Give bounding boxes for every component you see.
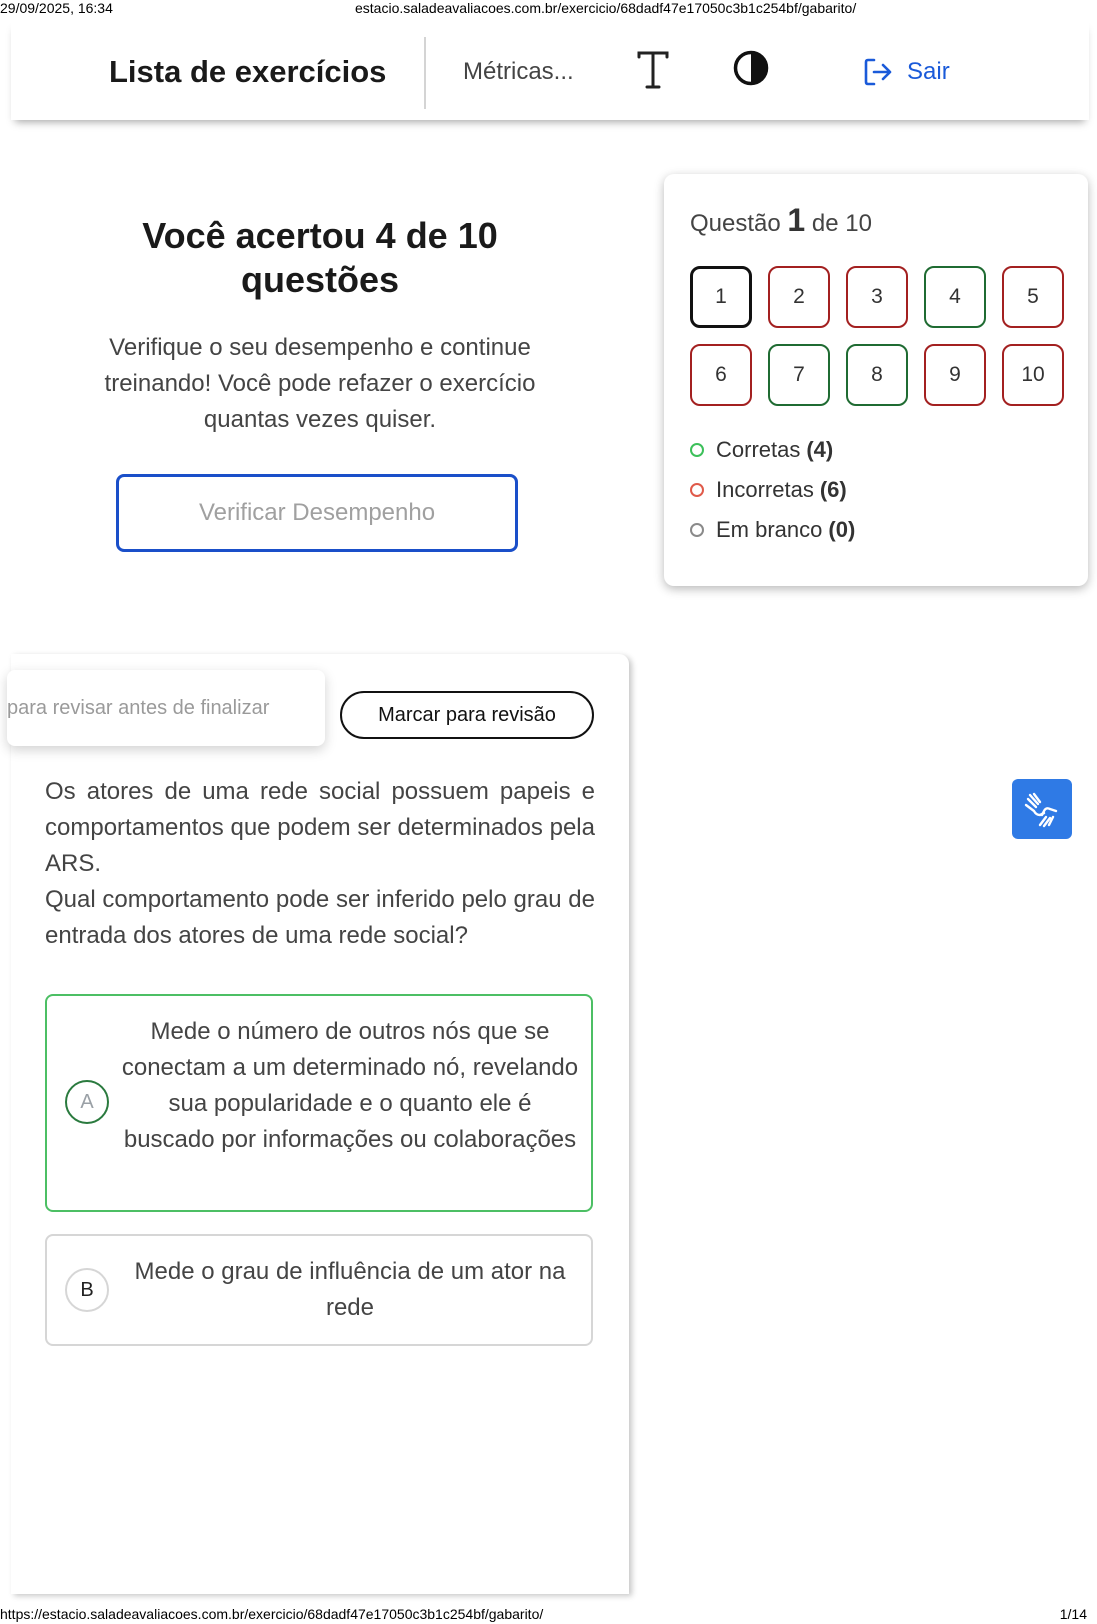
option-letter: B: [65, 1268, 109, 1312]
question-navigator: [664, 174, 1088, 586]
verify-performance-button[interactable]: Verificar Desempenho: [116, 474, 518, 552]
result-title: Você acertou 4 de 10 questões: [142, 215, 498, 300]
legend-correct: [690, 430, 855, 470]
legend-incorrect: [690, 470, 855, 510]
appbar-divider: [424, 37, 426, 109]
page-title: Lista de exercícios: [109, 54, 387, 89]
legend-count: (6): [819, 477, 847, 502]
result-description: Verifique o seu desempenho e continue treinando! Você pode refazer o exercício quantas vezes quiser.: [104, 334, 536, 433]
app-bar: [11, 20, 1089, 120]
question-button[interactable]: 6: [690, 344, 752, 406]
question-button[interactable]: 5: [1002, 266, 1064, 328]
option-text: Mede o grau de influência de um ator na rede: [134, 1258, 566, 1321]
question-button[interactable]: 7: [768, 344, 830, 406]
font-size-icon[interactable]: [635, 50, 671, 90]
logout-label: Sair: [907, 58, 950, 85]
review-tooltip: para revisar antes de finalizar: [7, 670, 325, 746]
question-button[interactable]: 1: [690, 266, 752, 328]
navigator-suffix: de 10: [811, 210, 872, 237]
navigator-prefix: Questão: [690, 210, 781, 237]
logout-button[interactable]: [863, 54, 950, 90]
question-button[interactable]: 10: [1002, 344, 1064, 406]
option-letter: A: [65, 1080, 109, 1124]
question-button[interactable]: 4: [924, 266, 986, 328]
metrics-link[interactable]: Métricas...: [463, 58, 574, 85]
question-button[interactable]: 8: [846, 344, 908, 406]
option-text: Mede o número de outros nós que se conectam a um determinado nó, revelando sua popularidade e o quanto ele é buscado por informações ou colaborações: [121, 1018, 579, 1153]
print-datetime: 29/09/2025, 16:34: [0, 0, 113, 16]
question-paragraph: Os atores de uma rede social possuem papeis e comportamentos que podem ser determinados pela ARS.: [45, 778, 595, 877]
question-button[interactable]: 3: [846, 266, 908, 328]
legend-count: (4): [806, 437, 834, 462]
logout-icon: [863, 57, 893, 87]
question-paragraph: Qual comportamento pode ser inferido pelo grau de entrada dos atores de uma rede social?: [45, 886, 595, 949]
answer-option-b[interactable]: [45, 1234, 593, 1346]
mark-for-review-button[interactable]: Marcar para revisão: [340, 691, 594, 739]
sign-language-hands-icon: [1022, 789, 1062, 829]
status-legend: [690, 430, 855, 550]
blank-dot-icon: [690, 523, 704, 537]
print-header-url: estacio.saladeavaliacoes.com.br/exercicio/68dadf47e17050c3b1c254bf/gabarito/: [355, 0, 857, 16]
sign-language-button[interactable]: [1012, 779, 1072, 839]
print-header: [0, 0, 1097, 18]
print-footer-url: https://estacio.saladeavaliacoes.com.br/exercicio/68dadf47e17050c3b1c254bf/gabarito/: [0, 1606, 544, 1622]
question-button[interactable]: 9: [924, 344, 986, 406]
navigator-current: 1: [787, 202, 806, 238]
correct-dot-icon: [690, 443, 704, 457]
navigator-heading: [690, 202, 872, 239]
legend-label: Corretas: [716, 437, 801, 462]
legend-count: (0): [828, 517, 856, 542]
legend-label: Incorretas: [716, 477, 814, 502]
contrast-icon[interactable]: [733, 50, 769, 86]
legend-label: Em branco: [716, 517, 823, 542]
question-card: [7, 654, 629, 1594]
answer-option-a[interactable]: [45, 994, 593, 1212]
legend-blank: [690, 510, 855, 550]
question-statement: [45, 774, 595, 954]
incorrect-dot-icon: [690, 483, 704, 497]
question-button[interactable]: 2: [768, 266, 830, 328]
print-footer: [0, 1604, 1097, 1624]
print-page-number: 1/14: [1059, 1606, 1087, 1622]
